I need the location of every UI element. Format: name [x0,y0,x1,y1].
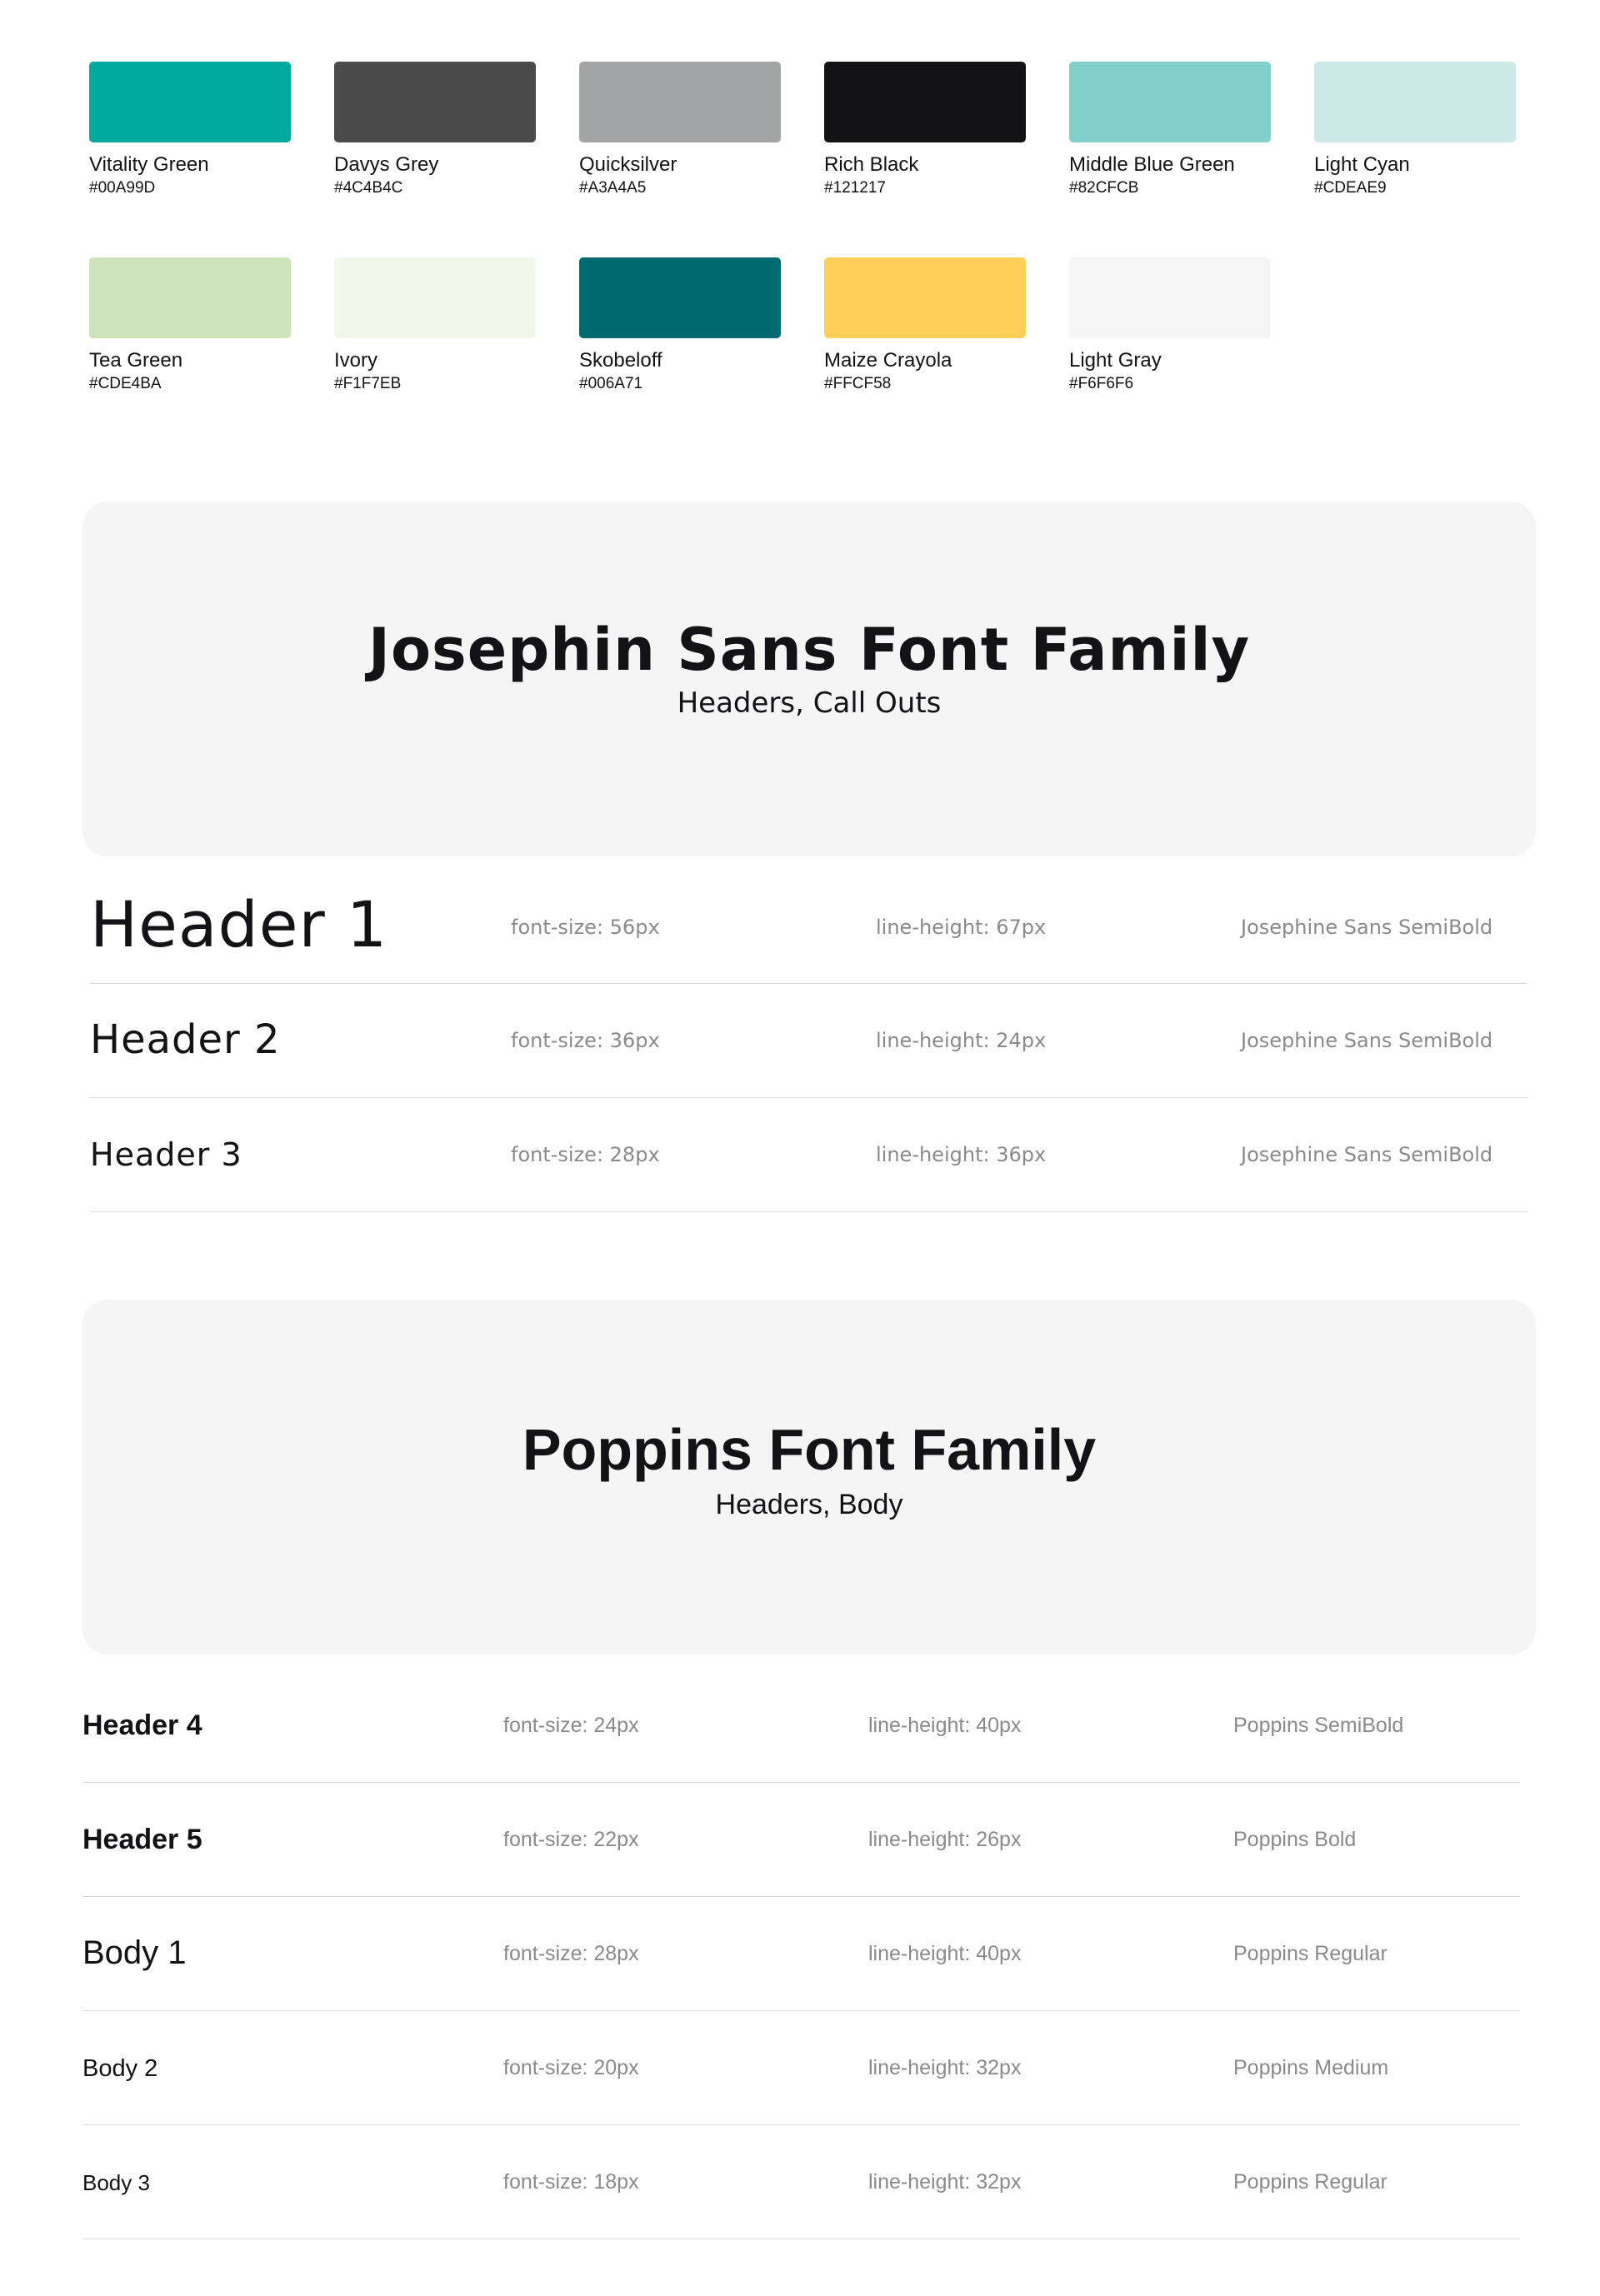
type-sample: Header 4 [82,1710,202,1741]
swatch-light-gray [1069,257,1271,400]
swatch-name: Light Cyan [1314,153,1410,176]
line-height-value: line-height: 40px [868,1942,1022,1965]
font-weight-name: Poppins Regular [1233,2170,1388,2194]
swatch-tea-green [89,257,291,400]
josephin-type-scale [90,871,1528,1212]
swatch-name: Ivory [334,349,378,372]
swatch-chip [1314,62,1516,142]
swatch-name: Middle Blue Green [1069,153,1235,176]
line-height-value: line-height: 40px [868,1714,1022,1737]
color-palette [89,62,1539,400]
font-size-value: font-size: 56px [511,915,660,939]
type-sample: Body 3 [82,2170,150,2195]
swatch-name: Quicksilver [579,153,678,176]
font-size-value: font-size: 36px [511,1029,660,1052]
line-height-value: line-height: 32px [868,2170,1022,2194]
swatch-hex: #82CFCB [1069,179,1139,197]
font-weight-name: Josephine Sans SemiBold [1241,1143,1493,1166]
swatch-quicksilver [579,62,781,204]
swatch-hex: #4C4B4C [334,179,403,197]
swatch-davys-grey [334,62,536,204]
poppins-family-card [82,1300,1536,1655]
type-row-header-4 [82,1669,1520,1783]
swatch-chip [579,257,781,338]
type-row-body-3 [82,2125,1520,2239]
swatch-rich-black [824,62,1026,204]
swatch-chip [334,257,536,338]
font-size-value: font-size: 28px [511,1143,660,1166]
swatch-hex: #CDE4BA [89,375,162,392]
swatch-hex: #F1F7EB [334,375,402,392]
swatch-chip [824,62,1026,142]
line-height-value: line-height: 26px [868,1828,1022,1851]
family-title: Poppins Font Family [522,1417,1097,1482]
type-row-header-1 [90,871,1528,984]
swatch-hex: #A3A4A5 [579,179,647,197]
swatch-name: Vitality Green [89,153,209,176]
swatch-hex: #F6F6F6 [1069,375,1134,392]
type-row-header-3 [90,1098,1528,1212]
line-height-value: line-height: 67px [876,915,1047,939]
font-size-value: font-size: 24px [503,1714,639,1737]
swatch-hex: #FFCF58 [824,375,892,392]
swatch-name: Maize Crayola [824,349,952,372]
type-row-body-2 [82,2011,1520,2125]
family-title: Josephin Sans Font Family [368,616,1251,684]
swatch-hex: #006A71 [579,375,643,392]
line-height-value: line-height: 32px [868,2056,1022,2079]
swatch-maize-crayola [824,257,1026,400]
type-sample: Header 5 [82,1824,202,1855]
swatch-chip [1069,62,1271,142]
swatch-chip [89,257,291,338]
swatch-name: Davys Grey [334,153,439,176]
font-size-value: font-size: 20px [503,2056,639,2079]
font-weight-name: Poppins Bold [1233,1828,1357,1851]
font-size-value: font-size: 28px [503,1942,639,1965]
type-sample: Header 1 [90,887,388,961]
font-size-value: font-size: 22px [503,1828,639,1851]
swatch-chip [89,62,291,142]
swatch-hex: #CDEAE9 [1314,179,1387,197]
swatch-vitality-green [89,62,291,204]
font-weight-name: Poppins Regular [1233,1942,1388,1965]
swatch-name: Rich Black [824,153,919,176]
type-row-header-5 [82,1783,1520,1897]
swatch-name: Light Gray [1069,349,1162,372]
swatch-name: Skobeloff [579,349,662,372]
swatch-ivory [334,257,536,400]
font-weight-name: Josephine Sans SemiBold [1241,915,1493,939]
type-sample: Body 2 [82,2055,158,2082]
swatch-name: Tea Green [89,349,183,372]
font-size-value: font-size: 18px [503,2170,639,2194]
swatch-chip [1069,257,1271,338]
type-sample: Body 1 [82,1934,187,1971]
swatch-hex: #121217 [824,179,886,197]
family-subtitle: Headers, Body [715,1489,903,1520]
font-weight-name: Poppins Medium [1233,2056,1389,2079]
line-height-value: line-height: 36px [876,1143,1047,1166]
type-sample: Header 3 [90,1136,242,1173]
swatch-middle-blue-green [1069,62,1271,204]
swatch-light-cyan [1314,62,1516,204]
type-sample: Header 2 [90,1016,281,1063]
swatch-chip [579,62,781,142]
poppins-type-scale [82,1669,1520,2239]
josephin-family-card [82,502,1536,856]
font-weight-name: Josephine Sans SemiBold [1241,1029,1493,1052]
swatch-chip [824,257,1026,338]
swatch-chip [334,62,536,142]
family-subtitle: Headers, Call Outs [677,686,942,720]
line-height-value: line-height: 24px [876,1029,1047,1052]
swatch-skobeloff [579,257,781,400]
type-row-body-1 [82,1897,1520,2011]
type-row-header-2 [90,984,1528,1098]
swatch-hex: #00A99D [89,179,156,197]
font-weight-name: Poppins SemiBold [1233,1714,1404,1737]
